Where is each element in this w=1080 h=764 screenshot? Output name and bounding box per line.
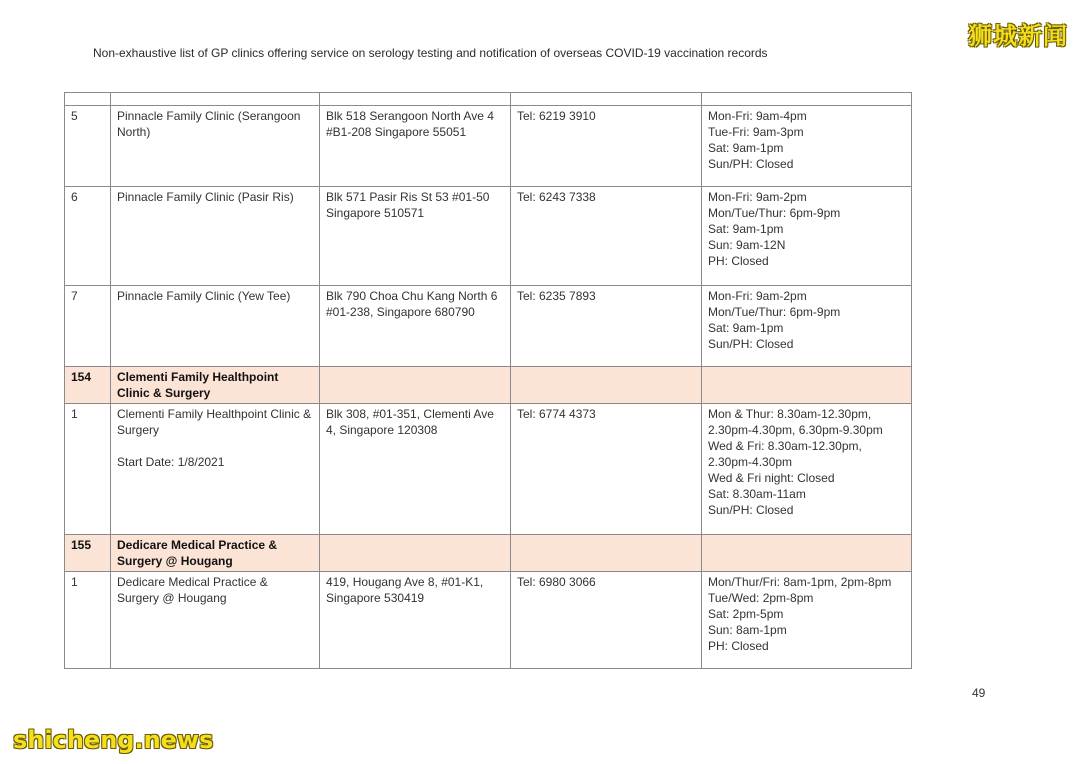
watermark: shicheng.news	[13, 726, 214, 754]
clinic-address: Blk 571 Pasir Ris St 53 #01-50 Singapore 510571	[320, 187, 511, 286]
table-row	[65, 106, 912, 187]
clinic-tel: Tel: 6219 3910	[511, 106, 702, 187]
section-header-row	[65, 535, 912, 572]
section-cell	[511, 535, 702, 572]
section-number: 155	[65, 535, 111, 572]
clinic-hours: Mon-Fri: 9am-4pm Tue-Fri: 9am-3pm Sat: 9am-1pm Sun/PH: Closed	[702, 106, 912, 187]
header-cell	[65, 93, 111, 106]
row-number: 1	[65, 404, 111, 535]
table-row	[65, 286, 912, 367]
clinic-hours: Mon & Thur: 8.30am-12.30pm, 2.30pm-4.30pm, 6.30pm-9.30pm Wed & Fri: 8.30am-12.30pm, 2.30pm-4.30pm Wed & Fri night: Closed Sat: 8.30am-11am Sun/PH: Closed	[702, 404, 912, 535]
brand-logo: 狮城新闻	[968, 22, 1068, 50]
row-number: 5	[65, 106, 111, 187]
clinic-address: 419, Hougang Ave 8, #01-K1, Singapore 530419	[320, 572, 511, 669]
clinic-name: Pinnacle Family Clinic (Yew Tee)	[111, 286, 320, 367]
page-number: 49	[972, 686, 986, 700]
clinic-hours: Mon/Thur/Fri: 8am-1pm, 2pm-8pm Tue/Wed: 2pm-8pm Sat: 2pm-5pm Sun: 8am-1pm PH: Closed	[702, 572, 912, 669]
clinic-address: Blk 308, #01-351, Clementi Ave 4, Singapore 120308	[320, 404, 511, 535]
clinic-name: Clementi Family Healthpoint Clinic & Surgery Start Date: 1/8/2021	[111, 404, 320, 535]
table-row	[65, 572, 912, 669]
clinic-table	[64, 92, 912, 669]
table-row	[65, 404, 912, 535]
clinic-tel: Tel: 6235 7893	[511, 286, 702, 367]
section-cell	[702, 535, 912, 572]
clinic-tel: Tel: 6243 7338	[511, 187, 702, 286]
table-row	[65, 187, 912, 286]
table-header-row	[65, 93, 912, 106]
clinic-name: Pinnacle Family Clinic (Serangoon North)	[111, 106, 320, 187]
clinic-hours: Mon-Fri: 9am-2pm Mon/Tue/Thur: 6pm-9pm Sat: 9am-1pm Sun: 9am-12N PH: Closed	[702, 187, 912, 286]
section-cell	[320, 367, 511, 404]
header-cell	[320, 93, 511, 106]
clinic-tel: Tel: 6774 4373	[511, 404, 702, 535]
clinic-address: Blk 790 Choa Chu Kang North 6 #01-238, Singapore 680790	[320, 286, 511, 367]
clinic-name: Dedicare Medical Practice & Surgery @ Hougang	[111, 572, 320, 669]
clinic-name: Pinnacle Family Clinic (Pasir Ris)	[111, 187, 320, 286]
header-cell	[511, 93, 702, 106]
header-cell	[111, 93, 320, 106]
document-title: Non-exhaustive list of GP clinics offering service on serology testing and notification of overseas COVID-19 vaccination records	[93, 46, 768, 60]
section-cell	[511, 367, 702, 404]
header-cell	[702, 93, 912, 106]
clinic-hours: Mon-Fri: 9am-2pm Mon/Tue/Thur: 6pm-9pm Sat: 9am-1pm Sun/PH: Closed	[702, 286, 912, 367]
clinic-tel: Tel: 6980 3066	[511, 572, 702, 669]
section-number: 154	[65, 367, 111, 404]
row-number: 7	[65, 286, 111, 367]
row-number: 1	[65, 572, 111, 669]
row-number: 6	[65, 187, 111, 286]
section-cell	[702, 367, 912, 404]
section-title: Clementi Family Healthpoint Clinic & Surgery	[111, 367, 320, 404]
section-header-row	[65, 367, 912, 404]
clinic-address: Blk 518 Serangoon North Ave 4 #B1-208 Singapore 55051	[320, 106, 511, 187]
section-cell	[320, 535, 511, 572]
section-title: Dedicare Medical Practice & Surgery @ Hougang	[111, 535, 320, 572]
